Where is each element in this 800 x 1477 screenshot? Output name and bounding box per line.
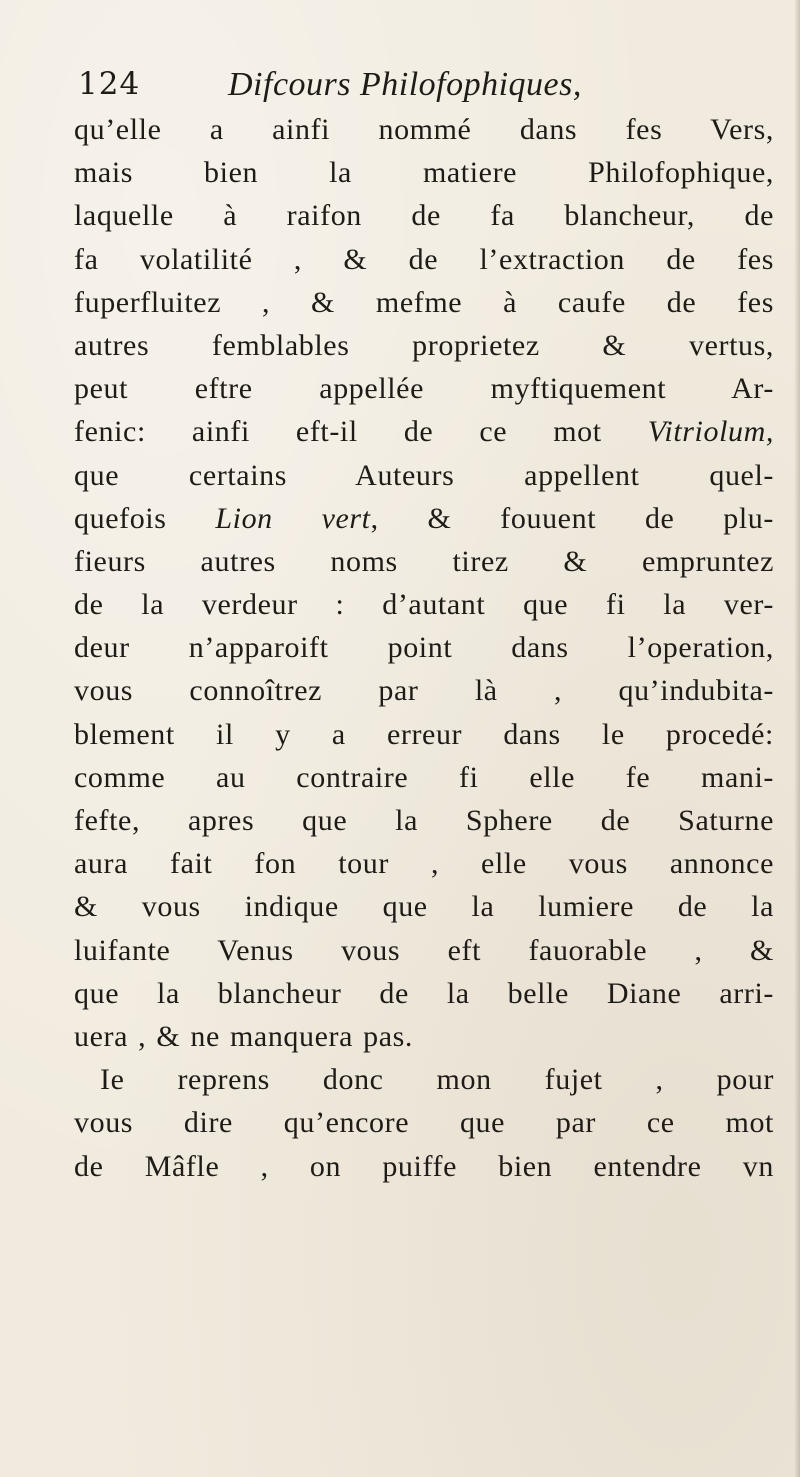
text-line: fieurs autres noms tirez & empruntez xyxy=(74,544,774,578)
text-line: & vous indique que la lumiere de la xyxy=(74,890,774,924)
text-line: mais bien la matiere Philofophique, xyxy=(74,156,774,190)
text-line: comme au contraire fi elle fe mani- xyxy=(74,760,774,794)
text-line: que certains Auteurs appellent quel- xyxy=(74,458,774,492)
running-head xyxy=(78,66,758,110)
text-line: deur n’apparoift point dans l’operation, xyxy=(74,631,774,665)
italic-term-vitriolum: Vitriolum, xyxy=(647,415,774,449)
running-title: Difcours Philofophiques, xyxy=(228,66,582,103)
text-line: de Mâfle , on puiffe bien entendre vn xyxy=(74,1149,774,1183)
text-line: blement il y a erreur dans le procedé: xyxy=(74,717,774,751)
text-line: fefte, apres que la Sphere de Saturne xyxy=(74,804,774,837)
paragraph-start-line: Ie reprens donc mon fujet , pour xyxy=(100,1063,774,1097)
text-line: laquelle à raifon de fa blancheur, de xyxy=(74,199,774,233)
text-fragment: fenic: ainfi eft-il de ce mot xyxy=(74,415,602,449)
text-line: de la verdeur : d’autant que fi la ver- xyxy=(74,588,774,622)
text-line-with-italic xyxy=(74,410,774,453)
text-fragment: quefois xyxy=(74,501,167,535)
text-line: peut eftre appellée myftiquement Ar- xyxy=(74,372,774,406)
text-line: vous dire qu’encore que par ce mot xyxy=(74,1106,774,1140)
text-line-with-italic xyxy=(74,497,774,540)
text-line: autres femblables proprietez & vertus, xyxy=(74,328,774,362)
text-line: qu’elle a ainfi nommé dans fes Vers, xyxy=(74,113,774,146)
page-number: 124 xyxy=(78,66,141,102)
text-fragment: , & fouuent de plu- xyxy=(370,501,774,535)
body-text xyxy=(74,108,774,1188)
page-edge-shadow xyxy=(794,0,800,1477)
text-line: fa volatilité , & de l’extraction de fes xyxy=(74,242,774,276)
italic-term-lion-vert: Lion vert xyxy=(215,501,371,535)
text-line: fuperfluitez , & mefme à caufe de fes xyxy=(74,285,774,319)
text-line: luifante Venus vous eft fauorable , & xyxy=(74,933,774,967)
text-line: uera , & ne manquera pas. xyxy=(74,1019,414,1053)
text-line: vous connoîtrez par là , qu’indubita- xyxy=(74,674,774,708)
text-line: aura fait fon tour , elle vous annonce xyxy=(74,847,774,881)
text-line: que la blancheur de la belle Diane arri- xyxy=(74,976,774,1010)
